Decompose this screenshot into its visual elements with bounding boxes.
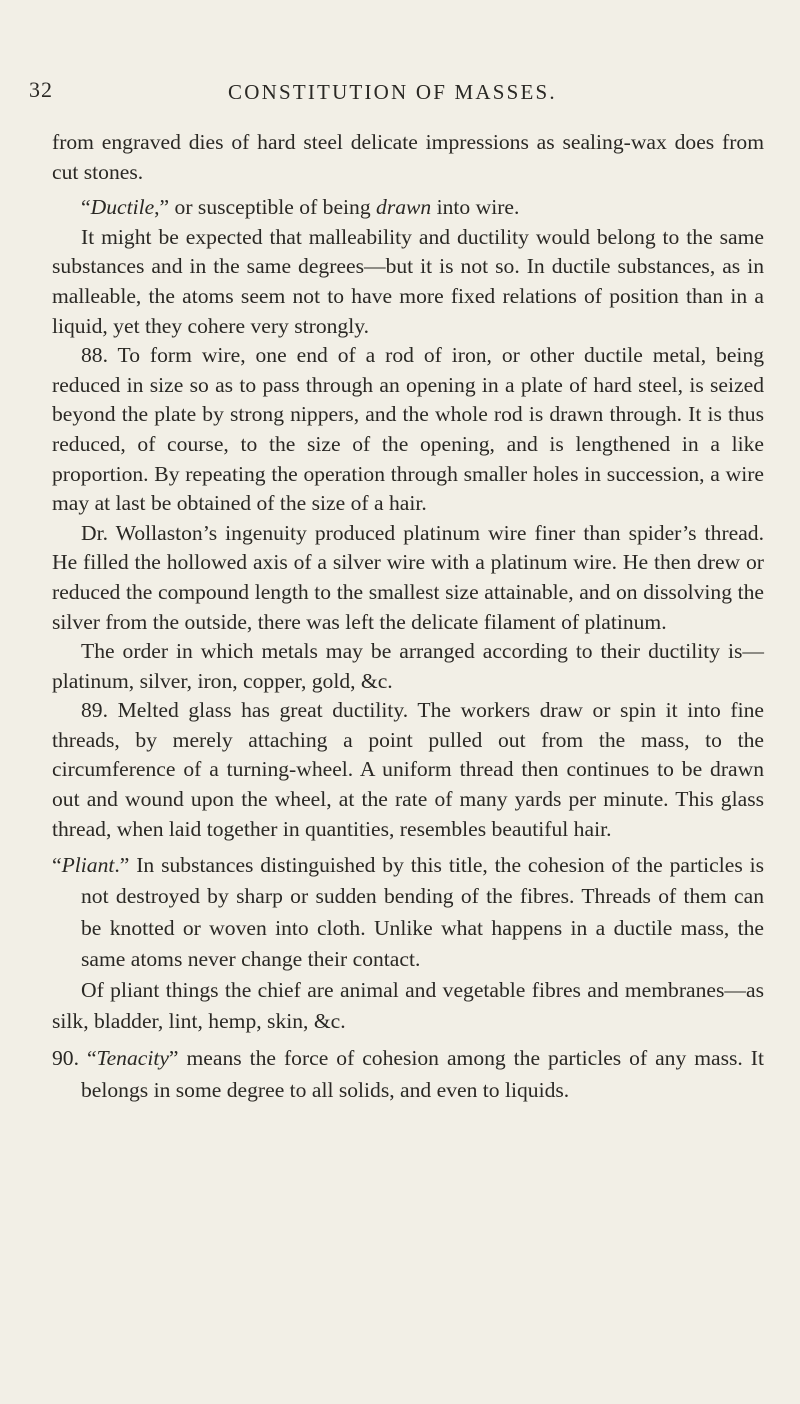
- paragraph-90: [52, 1043, 764, 1105]
- paragraph-pliant-fibres: Of pliant things the chief are animal and vegetable fibres and membranes—as silk, bladder, lint, hemp, skin, &c.: [52, 978, 764, 1034]
- ductile-definition-end: into wire.: [431, 195, 520, 220]
- paragraph-continuation: from engraved dies of hard steel delicate impressions as sealing-wax does from cut stones.: [52, 130, 764, 184]
- tenacity-definition-text: ” means the force of cohesion among the particles of any mass. It belongs in some degree to all solids, and even to liquids.: [81, 1046, 764, 1102]
- paragraph-88: 88. To form wire, one end of a rod of iron, or other ductile metal, being reduced in size so as to pass through an opening in a plate of hard steel, is seized beyond the plate by strong nippers, and the whole rod is drawn through. It is thus reduced, of course, to the size of the opening, and is lengthened in a like proportion. By repeating the operation through smaller holes in succession, a wire may at last be obtained of the size of a hair.: [52, 343, 764, 516]
- ductile-definition-text: ,” or susceptible of being: [154, 195, 377, 220]
- paragraph-89: 89. Melted glass has great ductility. The workers draw or spin it into fine threads, by merely attaching a point pulled out from the mass, to the circumference of a turning-wheel. A uniform thread then continues to be drawn out and wound upon the wheel, at the rate of many yards per minute. This glass thread, when laid together in quantities, resembles beautiful hair.: [52, 698, 764, 841]
- paragraph-malleability: It might be expected that malleability and ductility would belong to the same substances and in the same degrees—but it is not so. In ductile substances, as in malleable, the atoms seem not to have more fixed relations of position than in a liquid, yet they cohere very strongly.: [52, 224, 764, 338]
- open-quote: “: [52, 853, 62, 878]
- paragraph-ductility-order: The order in which metals may be arranged according to their ductility is—platinum, silver, iron, copper, gold, &c.: [52, 639, 764, 693]
- paragraph-wollaston: Dr. Wollaston’s ingenuity produced platinum wire finer than spider’s thread. He filled the hollowed axis of a silver wire with a platinum wire. He then drew or reduced the compound length to the smallest size attainable, and on dissolving the silver from the outside, there was left the delicate filament of platinum.: [52, 520, 764, 634]
- open-quote: “: [81, 195, 91, 220]
- pliant-definition-text: .” In substances distinguished by this title, the cohesion of the particles is not destroyed by sharp or sudden bending of the fibres. Threads of them can be knotted or woven into cloth. Unlike what happens in a ductile mass, the same atoms never change their contact.: [81, 853, 764, 971]
- paragraph-ductile-definition: [52, 193, 764, 223]
- term-drawn: drawn: [376, 195, 432, 220]
- term-ductile: Ductile: [90, 195, 155, 220]
- term-pliant: Pliant: [61, 853, 115, 878]
- paragraph-pliant-definition: [52, 850, 764, 975]
- term-tenacity: Tenacity: [96, 1046, 169, 1071]
- body-text: [52, 128, 764, 1106]
- running-head: CONSTITUTION OF MASSES.: [228, 80, 557, 104]
- section-number-90: 90. “: [52, 1046, 97, 1071]
- page-number: 32: [29, 77, 53, 102]
